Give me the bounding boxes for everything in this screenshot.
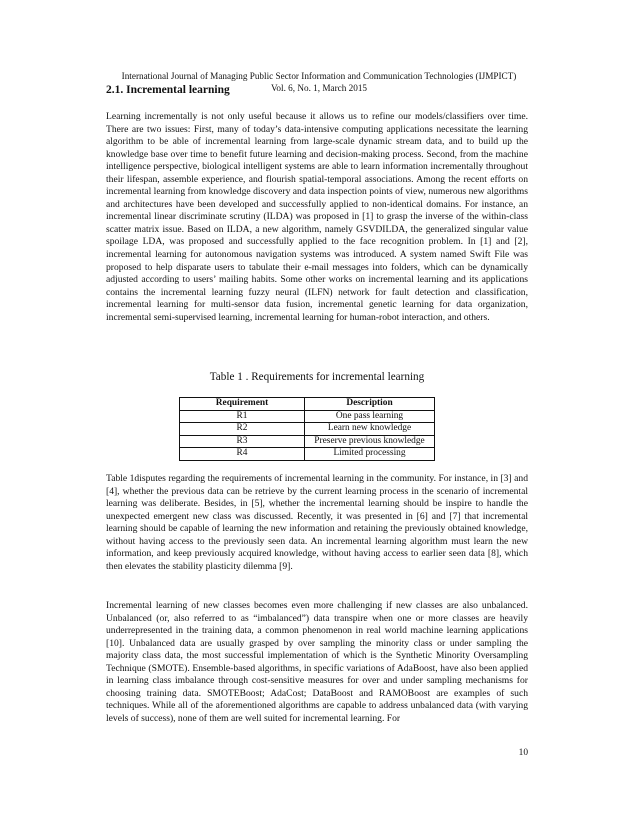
paragraph-unbalanced: Incremental learning of new classes becomes even more challenging if new classes are also unbalanced. Unbalanced (or, also referred to as “imbalanced”) data transpire when one or more classes are heavily underrepresented in the training data, a common phenomenon in real world machine learning applications [10]. Unbalanced data are usually grasped by over sampling the minority class or under sampling the majority class data, the most successful implementation of which is the Synthetic Minority Oversampling Technique (SMOTE). Ensemble-based algorithms, in specific variations of AdaBoost, have also been applied in learning class imbalance through cost-sensitive measures for over and under sampling mechanisms for choosing training data. SMOTEBoost; AdaCost; DataBoost and RAMOBoost are examples of such techniques. While all of the aforementioned algorithms are capable to address unbalanced data (with varying levels of success), none of them are well suited for incremental learning. For [106,600,528,724]
table-cell-description: One pass learning [305,410,435,423]
journal-volume: Vol. 6, No. 1, March 2015 [270,83,368,93]
table-cell-description: Limited processing [305,448,435,461]
table-row [180,435,435,448]
table-cell-requirement: R3 [180,435,305,448]
table-cell-requirement: R1 [180,410,305,423]
journal-title: International Journal of Managing Public Sector Information and Communication Technologies (IJMPICT) [121,71,517,81]
table-caption: Table 1 . Requirements for incremental learning [209,371,425,383]
table-cell-description: Learn new knowledge [305,423,435,436]
requirements-table [179,397,435,461]
paragraph-intro: Learning incrementally is not only useful because it allows us to refine our models/classifiers over time. There are two issues: First, many of today’s data-intensive computing applications necessitate the learning algorithm to be able of incremental learning from large-scale dynamic stream data, and to build up the knowledge base over time to benefit future learning and decision-making process. Second, from the machine intelligence perspective, biological intelligent systems are able to learn information incrementally throughout their lifespan, assemble experience, and flourish spatial-temporal associations. Among the recent efforts on incremental learning from knowledge discovery and data inspection points of view, numerous new algorithms and architectures have been developed and successfully applied to non-identical domains. For instance, an incremental linear discriminate scrutiny (ILDA) was proposed in [1] to grasp the inverse of the within-class scatter matrix issue. Based on ILDA, a new algorithm, namely GSVDILDA, the generalized singular value spoilage LDA, was proposed and successfully applied to the face recognition problem. In [1] and [2], incremental learning for autonomous navigation systems was introduced. A system named Swift File was proposed to help disparate users to tabulate their e-mail messages into folders, which can be dynamically adjusted according to users’ mailing habits. Some other works on incremental learning and its applications contains the incremental learning fuzzy neural (ILFN) network for fault detection and classification, incremental learning for multi-sensor data fusion, incremental genetic learning for data organization, incremental semi-supervised learning, incremental learning for human-robot interaction, and others. [106,111,528,323]
column-header-description: Description [305,398,435,411]
column-header-requirement: Requirement [180,398,305,411]
table-row [180,423,435,436]
section-heading: 2.1. Incremental learning [106,84,230,96]
table-row [180,448,435,461]
table-header-row [180,398,435,411]
page-number: 10 [518,748,528,758]
table-row [180,410,435,423]
table-cell-requirement: R2 [180,423,305,436]
paragraph-requirements: Table 1disputes regarding the requirements of incremental learning in the community. For instance, in [3] and [4], whether the previous data can be retrieve by the current learning process in the scenario of incremental learning was deliberate. Besides, in [5], whether the incremental learning should be inspire to handle the unexpected emergent new class was discussed. Recently, it was presented in [6] and [7] that incremental learning should be capable of learning the new information and retaining the previously obtained knowledge, without having access to the previously seen data. An incremental learning algorithm must learn the new information, and keep previously acquired knowledge, without having access to earlier seen data [8], which then elevates the stability plasticity dilemma [9]. [106,473,528,572]
table-cell-requirement: R4 [180,448,305,461]
table-cell-description: Preserve previous knowledge [305,435,435,448]
